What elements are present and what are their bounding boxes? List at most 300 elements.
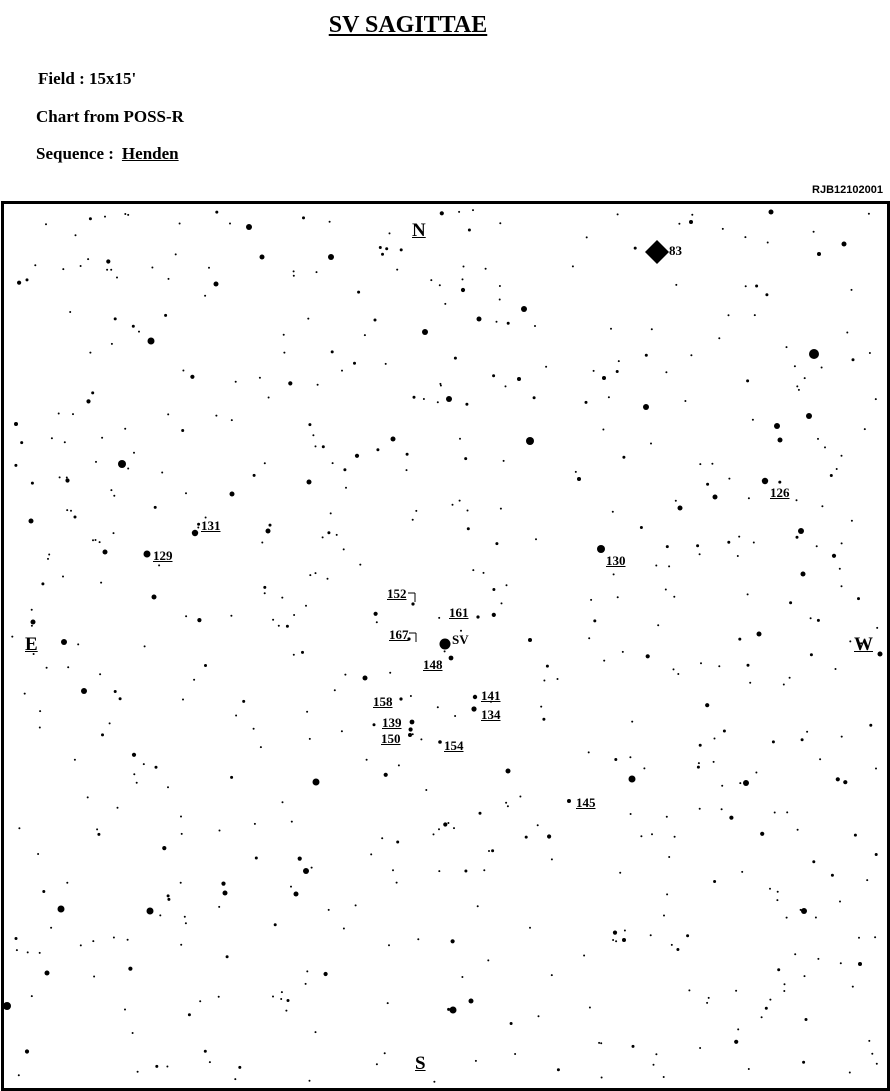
field-star bbox=[302, 216, 305, 219]
field-star bbox=[673, 668, 675, 670]
chart-id: RJB12102001 bbox=[812, 184, 883, 196]
field-star bbox=[199, 1000, 201, 1002]
field-star bbox=[588, 751, 590, 753]
comparison-label-148: 148 bbox=[423, 657, 443, 672]
field-star bbox=[646, 654, 650, 658]
field-star bbox=[798, 528, 804, 534]
field-star bbox=[311, 867, 313, 869]
field-star bbox=[188, 1013, 191, 1016]
field-star bbox=[113, 495, 115, 497]
field-star bbox=[114, 317, 117, 320]
field-star bbox=[95, 539, 97, 541]
field-star bbox=[259, 377, 261, 379]
field-star bbox=[613, 573, 615, 575]
field-star bbox=[167, 786, 169, 788]
field-star bbox=[388, 944, 390, 946]
field-star bbox=[689, 220, 693, 224]
field-star bbox=[185, 615, 187, 617]
field-star bbox=[439, 284, 441, 286]
field-star bbox=[741, 871, 743, 873]
field-star bbox=[841, 455, 843, 457]
field-star bbox=[619, 872, 621, 874]
comparison-star-145 bbox=[567, 799, 571, 803]
field-star bbox=[67, 666, 69, 668]
field-star bbox=[840, 962, 842, 964]
comparison-label-154: 154 bbox=[444, 738, 464, 753]
field-star bbox=[789, 677, 791, 679]
field-star bbox=[501, 602, 503, 604]
field-star bbox=[674, 836, 676, 838]
field-star bbox=[159, 914, 161, 916]
field-star bbox=[745, 285, 747, 287]
field-star bbox=[472, 209, 474, 211]
field-star bbox=[696, 544, 699, 547]
field-star bbox=[663, 1076, 665, 1078]
field-star bbox=[857, 597, 860, 600]
field-star bbox=[27, 951, 29, 953]
chart-source: Chart from POSS-R bbox=[36, 107, 184, 126]
field-star bbox=[676, 948, 679, 951]
field-star bbox=[819, 758, 821, 760]
field-star bbox=[447, 822, 449, 824]
field-star bbox=[794, 365, 796, 367]
field-star bbox=[93, 976, 95, 978]
north-label: N bbox=[412, 220, 426, 241]
field-star bbox=[214, 282, 219, 287]
field-star bbox=[218, 906, 220, 908]
field-star bbox=[613, 931, 617, 935]
field-star bbox=[39, 952, 41, 954]
field-star bbox=[651, 833, 653, 835]
field-star bbox=[443, 822, 447, 826]
field-star bbox=[291, 821, 293, 823]
field-star bbox=[655, 1053, 657, 1055]
field-star bbox=[303, 868, 309, 874]
field-star bbox=[185, 922, 187, 924]
field-star bbox=[718, 665, 720, 667]
field-star bbox=[459, 500, 461, 502]
field-star bbox=[110, 489, 112, 491]
field-star bbox=[180, 944, 182, 946]
field-star bbox=[551, 974, 553, 976]
field-star bbox=[423, 398, 425, 400]
field-star bbox=[540, 706, 542, 708]
field-star bbox=[400, 248, 403, 251]
field-star bbox=[514, 1053, 516, 1055]
field-star bbox=[754, 314, 756, 316]
field-star bbox=[874, 936, 876, 938]
field-star bbox=[31, 482, 34, 485]
field-star bbox=[815, 917, 817, 919]
field-star bbox=[264, 592, 266, 594]
field-star bbox=[312, 434, 314, 436]
field-star bbox=[618, 360, 620, 362]
field-star bbox=[208, 267, 210, 269]
field-star bbox=[193, 679, 195, 681]
field-star bbox=[440, 211, 444, 215]
field-star bbox=[453, 827, 455, 829]
field-star bbox=[229, 223, 231, 225]
field-star bbox=[721, 785, 723, 787]
field-star bbox=[345, 487, 347, 489]
field-star bbox=[72, 413, 74, 415]
field-star bbox=[748, 1068, 750, 1070]
field-star bbox=[147, 908, 154, 915]
field-star bbox=[538, 1015, 540, 1017]
field-star bbox=[269, 524, 272, 527]
comparison-label-129: 129 bbox=[153, 548, 173, 563]
field-star bbox=[778, 438, 783, 443]
field-star bbox=[688, 989, 690, 991]
field-star bbox=[363, 676, 368, 681]
field-star bbox=[748, 497, 750, 499]
field-star bbox=[858, 937, 860, 939]
field-star bbox=[849, 1072, 851, 1074]
field-star bbox=[77, 643, 79, 645]
comparison-star-139 bbox=[410, 720, 415, 725]
field-star bbox=[461, 288, 465, 292]
field-star bbox=[415, 510, 417, 512]
field-star bbox=[444, 650, 446, 652]
field-star bbox=[283, 352, 285, 354]
comparison-label-161: 161 bbox=[449, 605, 469, 620]
field-star bbox=[230, 615, 232, 617]
field-star bbox=[557, 678, 559, 680]
field-star bbox=[615, 940, 617, 942]
comparison-star-141 bbox=[473, 695, 477, 699]
field-star bbox=[379, 246, 382, 249]
field-star bbox=[31, 625, 33, 627]
field-star bbox=[164, 314, 167, 317]
field-star bbox=[479, 812, 482, 815]
field-star bbox=[59, 476, 61, 478]
field-star bbox=[124, 213, 126, 215]
field-star bbox=[406, 469, 408, 471]
field-star bbox=[521, 306, 527, 312]
field-star bbox=[425, 789, 427, 791]
field-star bbox=[261, 542, 263, 544]
field-star bbox=[117, 807, 119, 809]
field-star bbox=[846, 332, 848, 334]
field-star bbox=[477, 905, 479, 907]
field-star bbox=[622, 651, 624, 653]
field-star bbox=[737, 1028, 739, 1030]
field-star bbox=[842, 242, 847, 247]
field-star bbox=[491, 849, 494, 852]
field-star bbox=[534, 325, 536, 327]
field-star bbox=[612, 939, 614, 941]
field-star bbox=[234, 1078, 236, 1080]
field-star bbox=[817, 438, 819, 440]
field-star bbox=[734, 1040, 738, 1044]
field-star bbox=[433, 833, 435, 835]
comparison-star-154 bbox=[438, 740, 442, 744]
field-star bbox=[852, 986, 854, 988]
field-star bbox=[657, 624, 659, 626]
field-star bbox=[588, 637, 590, 639]
field-star bbox=[264, 462, 266, 464]
field-star bbox=[47, 558, 49, 560]
chart-title: SV SAGITTAE bbox=[328, 12, 488, 38]
field-star bbox=[438, 617, 440, 619]
field-star bbox=[617, 213, 619, 215]
field-star bbox=[197, 523, 200, 526]
field-star bbox=[99, 541, 101, 543]
field-star bbox=[839, 901, 841, 903]
comparison-label-158: 158 bbox=[373, 694, 393, 709]
field-star bbox=[832, 554, 836, 558]
west-label: W bbox=[854, 634, 873, 655]
field-star bbox=[113, 532, 115, 534]
field-star bbox=[204, 664, 207, 667]
variable-star-sv bbox=[440, 639, 451, 650]
field-star bbox=[824, 446, 826, 448]
field-star bbox=[74, 759, 76, 761]
field-star bbox=[753, 542, 755, 544]
field-star bbox=[774, 812, 776, 814]
field-star bbox=[113, 937, 115, 939]
field-star bbox=[155, 766, 158, 769]
field-star bbox=[309, 738, 311, 740]
field-star bbox=[705, 703, 709, 707]
field-star bbox=[671, 944, 673, 946]
field-star bbox=[381, 837, 383, 839]
field-star bbox=[209, 1061, 211, 1063]
field-star bbox=[841, 542, 843, 544]
field-star bbox=[106, 259, 110, 263]
field-star bbox=[477, 317, 482, 322]
field-star bbox=[89, 217, 92, 220]
field-star bbox=[678, 506, 683, 511]
field-star bbox=[327, 578, 329, 580]
field-star bbox=[630, 813, 632, 815]
field-star bbox=[322, 536, 324, 538]
field-star bbox=[755, 285, 758, 288]
field-star bbox=[706, 1002, 708, 1004]
field-star bbox=[650, 934, 652, 936]
field-star bbox=[784, 983, 786, 985]
field-star bbox=[138, 331, 140, 333]
field-star bbox=[483, 572, 485, 574]
field-star bbox=[167, 894, 170, 897]
comparison-label-126: 126 bbox=[770, 485, 790, 500]
field-star bbox=[810, 617, 812, 619]
field-star bbox=[155, 1065, 158, 1068]
field-star bbox=[293, 275, 295, 277]
field-star bbox=[328, 909, 330, 911]
field-star bbox=[804, 975, 806, 977]
field-star bbox=[268, 397, 270, 399]
field-star bbox=[836, 777, 840, 781]
field-star bbox=[786, 346, 788, 348]
field-star bbox=[309, 574, 311, 576]
field-star bbox=[58, 413, 60, 415]
field-star bbox=[551, 858, 553, 860]
field-star bbox=[495, 542, 498, 545]
field-star bbox=[266, 529, 271, 534]
field-star bbox=[610, 328, 612, 330]
field-star bbox=[144, 645, 146, 647]
field-star bbox=[464, 457, 467, 460]
field-star bbox=[796, 385, 798, 387]
field-star bbox=[357, 291, 360, 294]
field-star bbox=[809, 349, 819, 359]
field-star bbox=[127, 468, 129, 470]
field-star bbox=[802, 1061, 805, 1064]
comparison-label-134: 134 bbox=[481, 707, 501, 722]
field-star bbox=[327, 531, 330, 534]
field-star bbox=[69, 311, 71, 313]
field-star bbox=[344, 674, 346, 676]
field-star bbox=[162, 846, 166, 850]
field-star bbox=[104, 216, 106, 218]
field-star bbox=[167, 898, 170, 901]
field-star bbox=[841, 585, 843, 587]
field-star bbox=[253, 728, 255, 730]
field-star bbox=[406, 453, 409, 456]
field-star bbox=[876, 627, 878, 629]
comparison-star-131 bbox=[192, 530, 198, 536]
field-star bbox=[18, 827, 20, 829]
field-star bbox=[525, 836, 528, 839]
field-star bbox=[124, 1009, 126, 1011]
field-star bbox=[309, 1080, 311, 1082]
field-star bbox=[542, 718, 545, 721]
field-star bbox=[51, 437, 53, 439]
field-star bbox=[221, 882, 225, 886]
field-star bbox=[769, 210, 774, 215]
field-star bbox=[26, 278, 29, 281]
field-star bbox=[761, 1016, 763, 1018]
field-star bbox=[215, 415, 217, 417]
field-star bbox=[65, 478, 69, 482]
field-star bbox=[506, 584, 508, 586]
field-star bbox=[280, 998, 282, 1000]
field-star bbox=[391, 437, 396, 442]
field-star bbox=[666, 893, 668, 895]
field-star bbox=[760, 832, 764, 836]
field-star bbox=[152, 595, 157, 600]
field-star bbox=[260, 746, 262, 748]
field-star bbox=[747, 593, 749, 595]
field-star bbox=[529, 927, 531, 929]
field-star bbox=[384, 773, 388, 777]
field-star bbox=[810, 653, 813, 656]
field-star bbox=[706, 483, 709, 486]
comparison-star-129 bbox=[144, 551, 151, 558]
field-star bbox=[871, 1053, 873, 1055]
field-star bbox=[272, 619, 274, 621]
field-star bbox=[219, 830, 221, 832]
field-star bbox=[24, 693, 26, 695]
field-star bbox=[586, 236, 588, 238]
field-star bbox=[181, 833, 183, 835]
field-star bbox=[510, 1022, 513, 1025]
field-star bbox=[61, 639, 67, 645]
field-star bbox=[381, 253, 384, 256]
field-star bbox=[16, 949, 18, 951]
field-star bbox=[519, 796, 521, 798]
field-star bbox=[190, 375, 194, 379]
field-star bbox=[653, 1064, 655, 1066]
field-star bbox=[15, 937, 18, 940]
field-star bbox=[293, 654, 295, 656]
east-label: E bbox=[25, 634, 38, 655]
field-star bbox=[835, 668, 837, 670]
field-star bbox=[96, 828, 98, 830]
field-star bbox=[109, 722, 111, 724]
field-star bbox=[293, 270, 295, 272]
field-star bbox=[376, 621, 378, 623]
field-star bbox=[769, 999, 771, 1001]
field-star bbox=[127, 214, 129, 216]
field-star bbox=[804, 377, 806, 379]
field-star bbox=[492, 374, 495, 377]
field-star bbox=[629, 776, 636, 783]
field-star bbox=[505, 802, 507, 804]
comparison-label-131: 131 bbox=[201, 518, 221, 533]
field-star bbox=[376, 448, 379, 451]
field-star bbox=[226, 955, 229, 958]
field-size: Field : 15x15' bbox=[38, 69, 137, 88]
field-star bbox=[666, 816, 668, 818]
field-star bbox=[287, 999, 290, 1002]
comparison-label-83: 83 bbox=[669, 243, 682, 258]
field-star bbox=[776, 899, 778, 901]
field-star bbox=[675, 284, 677, 286]
field-star bbox=[668, 565, 670, 567]
field-star bbox=[765, 1007, 768, 1010]
field-star bbox=[180, 816, 182, 818]
field-star bbox=[577, 477, 581, 481]
field-star bbox=[182, 370, 184, 372]
field-star bbox=[714, 738, 716, 740]
field-star bbox=[469, 999, 474, 1004]
field-star bbox=[158, 564, 160, 566]
field-star bbox=[66, 477, 68, 479]
field-star bbox=[197, 527, 199, 529]
field-star bbox=[307, 318, 309, 320]
field-star bbox=[458, 211, 460, 213]
field-star bbox=[101, 437, 103, 439]
field-star bbox=[483, 869, 485, 871]
field-star bbox=[526, 437, 534, 445]
comparison-label-141: 141 bbox=[481, 688, 501, 703]
field-star bbox=[332, 462, 334, 464]
field-star bbox=[31, 995, 33, 997]
field-star bbox=[698, 762, 700, 764]
field-star bbox=[735, 990, 737, 992]
field-star bbox=[385, 363, 387, 365]
field-star bbox=[640, 526, 643, 529]
field-star bbox=[722, 228, 724, 230]
comparison-label-167: 167 bbox=[389, 627, 409, 642]
field-star bbox=[204, 295, 206, 297]
field-star bbox=[663, 915, 665, 917]
field-star bbox=[392, 869, 394, 871]
field-star bbox=[148, 338, 155, 345]
field-star bbox=[274, 923, 277, 926]
field-star bbox=[796, 536, 799, 539]
field-star bbox=[359, 564, 361, 566]
field-star bbox=[101, 733, 104, 736]
field-star bbox=[11, 636, 13, 638]
field-star bbox=[41, 582, 44, 585]
field-star bbox=[301, 651, 304, 654]
field-star bbox=[452, 504, 454, 506]
field-star bbox=[413, 396, 416, 399]
field-star bbox=[821, 505, 823, 507]
